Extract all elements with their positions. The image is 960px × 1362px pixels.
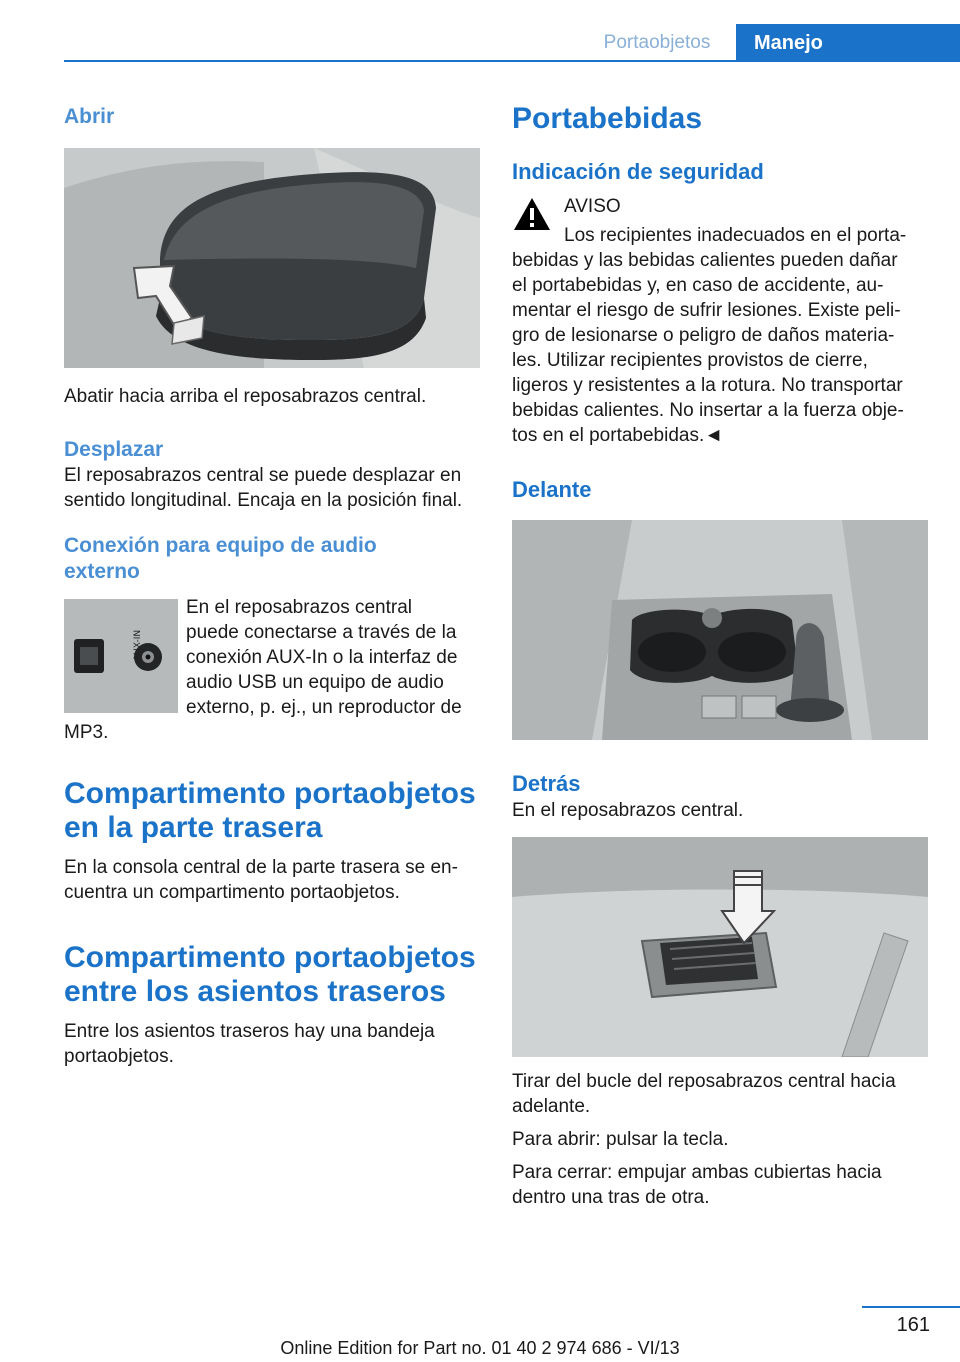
asientos-heading-line-1: Compartimento portaobjetos (64, 941, 476, 974)
warning-icon (512, 194, 552, 234)
aviso-line-5: gro de lesionarse o peligro de daños materia‐ (512, 325, 895, 346)
abrir-instruction: Para abrir: pulsar la tecla. (512, 1129, 729, 1150)
aviso-label: AVISO (564, 196, 621, 217)
cerrar-line-2: dentro una tras de otra. (512, 1187, 710, 1208)
conexion-text-6: MP3. (64, 722, 109, 743)
aviso-line-2: bebidas y las bebidas calientes pueden dañar (512, 250, 898, 271)
asientos-text-2: portaobjetos. (64, 1046, 174, 1067)
trasera-text-2: cuentra un compartimento portaobjetos. (64, 882, 400, 903)
conexion-text-1: En el reposabrazos central (186, 597, 413, 618)
left-column (64, 100, 480, 1069)
right-column (512, 100, 928, 1210)
section-tab[interactable]: Portaobjetos (603, 32, 711, 53)
abrir-heading: Abrir (64, 105, 115, 128)
conexion-block (64, 599, 480, 749)
trasera-heading-line-2: en la parte trasera (64, 811, 323, 844)
aviso-line-6: les. Utilizar recipientes provistos de cierre, (512, 350, 868, 371)
front-cupholder-photo (512, 520, 928, 740)
aviso-line-1: Los recipientes inadecuados en el porta‐ (564, 225, 907, 246)
cerrar-line-1: Para cerrar: empujar ambas cubiertas hacia (512, 1162, 882, 1183)
chapter-tab[interactable]: Manejo (736, 24, 960, 62)
aux-usb-photo (64, 599, 178, 713)
aux-in-label: AUX-IN (133, 629, 143, 661)
portabebidas-heading: Portabebidas (512, 102, 703, 135)
tirar-line-2: adelante. (512, 1096, 591, 1117)
conexion-text-2: puede conectarse a través de la (186, 622, 457, 643)
edition-footer: Online Edition for Part no. 01 40 2 974 686 - VI/13 (280, 1338, 680, 1358)
desplazar-text: El reposabrazos central se puede desplazar en sentido longitudinal. Encaja en la posición final. (64, 465, 463, 511)
conexion-heading-line-2: externo (64, 560, 140, 583)
trasera-heading-line-1: Compartimento portaobjetos (64, 777, 476, 810)
asientos-heading-line-2: entre los asientos traseros (64, 975, 446, 1008)
desplazar-heading: Desplazar (64, 438, 164, 461)
aviso-block (512, 194, 928, 448)
conexion-heading-line-1: Conexión para equipo de audio (64, 534, 377, 557)
seguridad-heading: Indicación de seguridad (512, 159, 764, 184)
tirar-line-1: Tirar del bucle del reposabrazos central hacia (512, 1071, 896, 1092)
conexion-text-5: externo, p. ej., un reproductor de (186, 697, 462, 718)
aviso-line-4: mentar el riesgo de sufrir lesiones. Existe peli‐ (512, 300, 901, 321)
footer-rule (862, 1306, 960, 1308)
abrir-caption: Abatir hacia arriba el reposabrazos central. (64, 386, 427, 407)
aviso-line-8: bebidas calientes. No insertar a la fuerza obje‐ (512, 400, 904, 421)
aviso-line-7: ligeros y resistentes a la rotura. No transportar (512, 375, 903, 396)
conexion-text-4: audio USB un equipo de audio (186, 672, 444, 693)
detras-text: En el reposabrazos central. (512, 800, 744, 821)
page-number: 161 (896, 1314, 930, 1336)
rear-cupholder-photo (512, 837, 928, 1057)
aviso-line-9: tos en el portabebidas.◄ (512, 425, 724, 446)
asientos-text-1: Entre los asientos traseros hay una bandeja (64, 1021, 435, 1042)
armrest-open-photo (64, 148, 480, 368)
aviso-line-3: el portabebidas y, en caso de accidente, au‐ (512, 275, 884, 296)
conexion-text-3: conexión AUX-In o la interfaz de (186, 647, 458, 668)
delante-heading: Delante (512, 477, 592, 502)
detras-heading: Detrás (512, 771, 581, 796)
trasera-text-1: En la consola central de la parte trasera se en‐ (64, 857, 458, 878)
